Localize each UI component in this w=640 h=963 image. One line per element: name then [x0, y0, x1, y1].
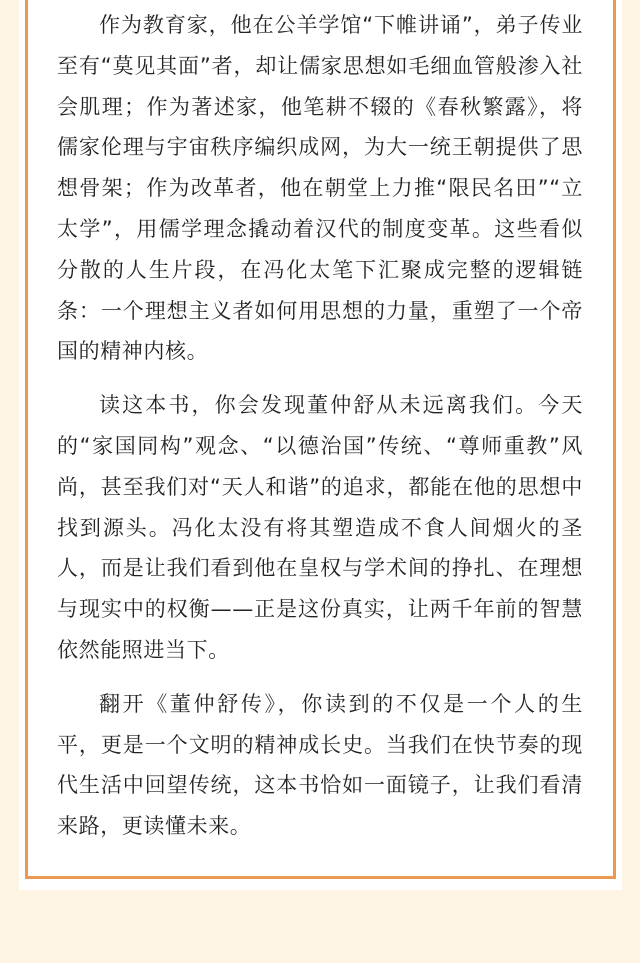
paragraph-1: 作为教育家，他在公羊学馆“下帷讲诵”，弟子传业至有“莫见其面”者，却让儒家思想如毛细血管般渗入社会肌理；作为著述家，他笔耕不辍的《春秋繁露》，将儒家伦理与宇宙秩序编织成网，为大一统王朝提供了思想骨架；作为改革者，他在朝堂上力推“限民名田”“立太学”，用儒学理念撬动着汉代的制度变革。这些看似分散的人生片段，在冯化太笔下汇聚成完整的逻辑链条：一个理想主义者如何用思想的力量，重塑了一个帝国的精神内核。: [57, 13, 583, 364]
paragraph-2: 读这本书，你会发现董仲舒从未远离我们。今天的“家国同构”观念、“以德治国”传统、“尊师重教”风尚，甚至我们对“天人和谐”的追求，都能在他的思想中找到源头。冯化太没有将其塑造成不食人间烟火的圣人，而是让我们看到他在皇权与学术间的挣扎、在理想与现实中的权衡——正是这份真实，让两千年前的智慧依然能照进当下。: [57, 393, 583, 662]
paragraph-3: 翻开《董仲舒传》，你读到的不仅是一个人的生平，更是一个文明的精神成长史。当我们在快节奏的现代生活中回望传统，这本书恰如一面镜子，让我们看清来路，更读懂未来。: [57, 691, 583, 839]
article-body: [57, 5, 583, 860]
